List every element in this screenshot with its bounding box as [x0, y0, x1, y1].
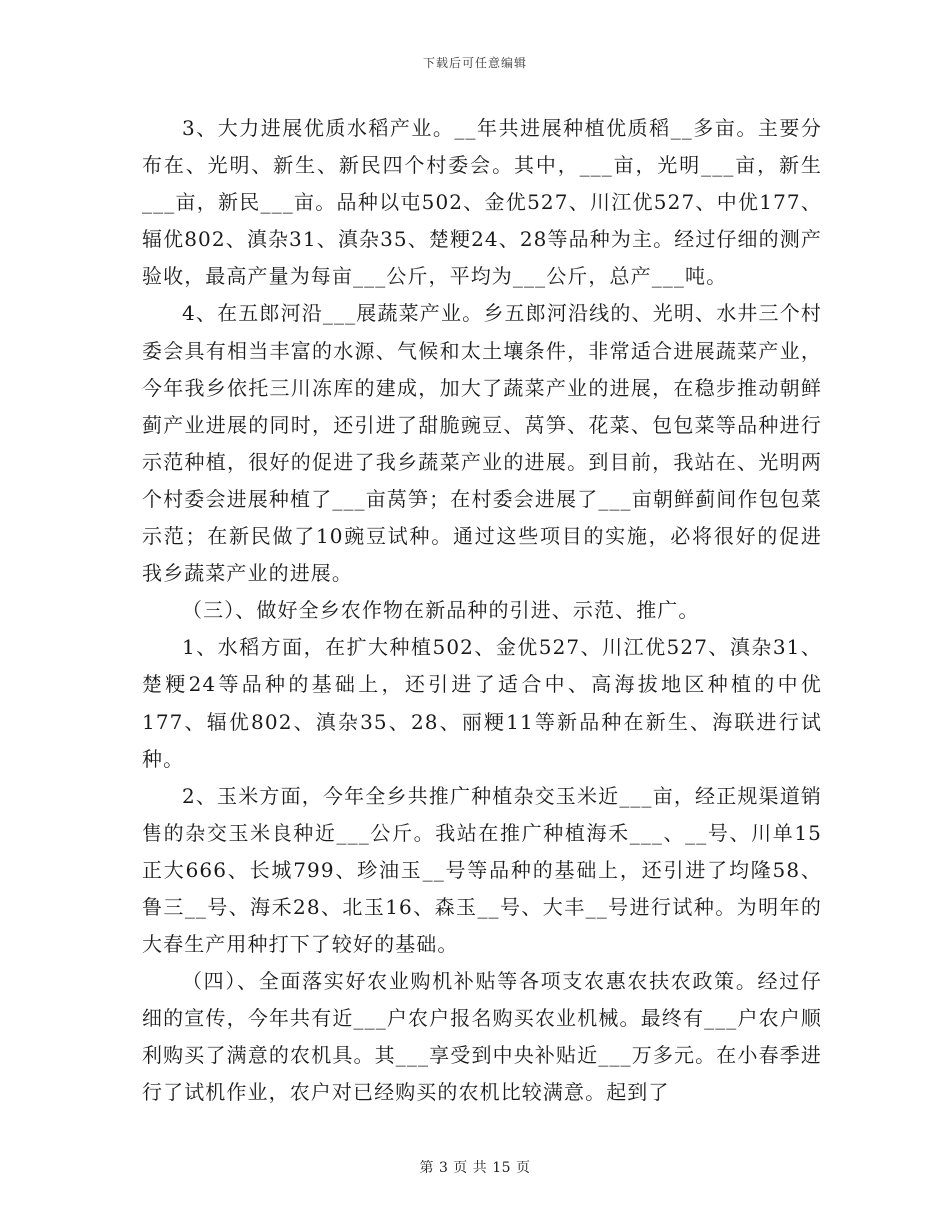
document-body — [142, 110, 822, 1112]
paragraph-rice-industry: 3、大力进展优质水稻产业。__年共进展种植优质稻__多亩。主要分布在、光明、新生、新民四个村委会。其中，___亩，光明___亩，新生___亩，新民___亩。品种以屯502、金优527、川江优527、中优177、辐优802、滇杂31、滇杂35、楚粳24、28等品种为主。经过仔细的测产验收，最高产量为每亩___公斤，平均为___公斤，总产___吨。 — [142, 116, 822, 289]
paragraph-vegetable-industry: 4、在五郎河沿___展蔬菜产业。乡五郎河沿线的、光明、水井三个村委会具有相当丰富的水源、气候和太土壤条件，非常适合进展蔬菜产业，今年我乡依托三川冻库的建成，加大了蔬菜产业的进展，在稳步推动朝鲜蓟产业进展的同时，还引进了甜脆豌豆、莴笋、花菜、包包菜等品种进行示范种植，很好的促进了我乡蔬菜产业的进展。到目前，我站在、光明两个村委会进展种植了___亩莴笋；在村委会进展了___亩朝鲜蓟间作包包菜示范；在新民做了10豌豆试种。通过这些项目的实施，必将很好的促进我乡蔬菜产业的进展。 — [142, 301, 822, 586]
page-footer: 第 3 页 共 15 页 — [419, 1160, 531, 1176]
paragraph-corn-varieties: 2、玉米方面，今年全乡共推广种植杂交玉米近___亩，经正规渠道销售的杂交玉米良种近___公斤。我站在推广种植海禾___、__号、川单15正大666、长城799、珍油玉__号等品种的基础上，还引进了均隆58、鲁三__号、海禾28、北玉16、森玉__号、大丰__号进行试种。为明年的大春生产用种打下了较好的基础。 — [142, 783, 822, 957]
paragraph-rice-varieties: 1、水稻方面，在扩大种植502、金优527、川江优527、滇杂31、楚粳24等品种的基础上，还引进了适合中、高海拔地区种植的中优177、辐优802、滇杂35、28、丽粳11等新品种在新生、海联进行试种。 — [142, 635, 822, 771]
page-header: 下载后可任意编辑 — [422, 56, 527, 70]
section-heading-new-varieties: （三）、做好全乡农作物在新品种的引进、示范、推广。 — [182, 598, 700, 623]
paragraph-machinery-subsidy: （四）、全面落实好农业购机补贴等各项支农惠农扶农政策。经过仔细的宣传，今年共有近___户农户报名购买农业机械。最终有___户农户顺利购买了满意的农机具。其___享受到中央补贴近___万多元。在小春季进行了试机作业，农户对已经购买的农机比较满意。起到了 — [142, 969, 822, 1105]
